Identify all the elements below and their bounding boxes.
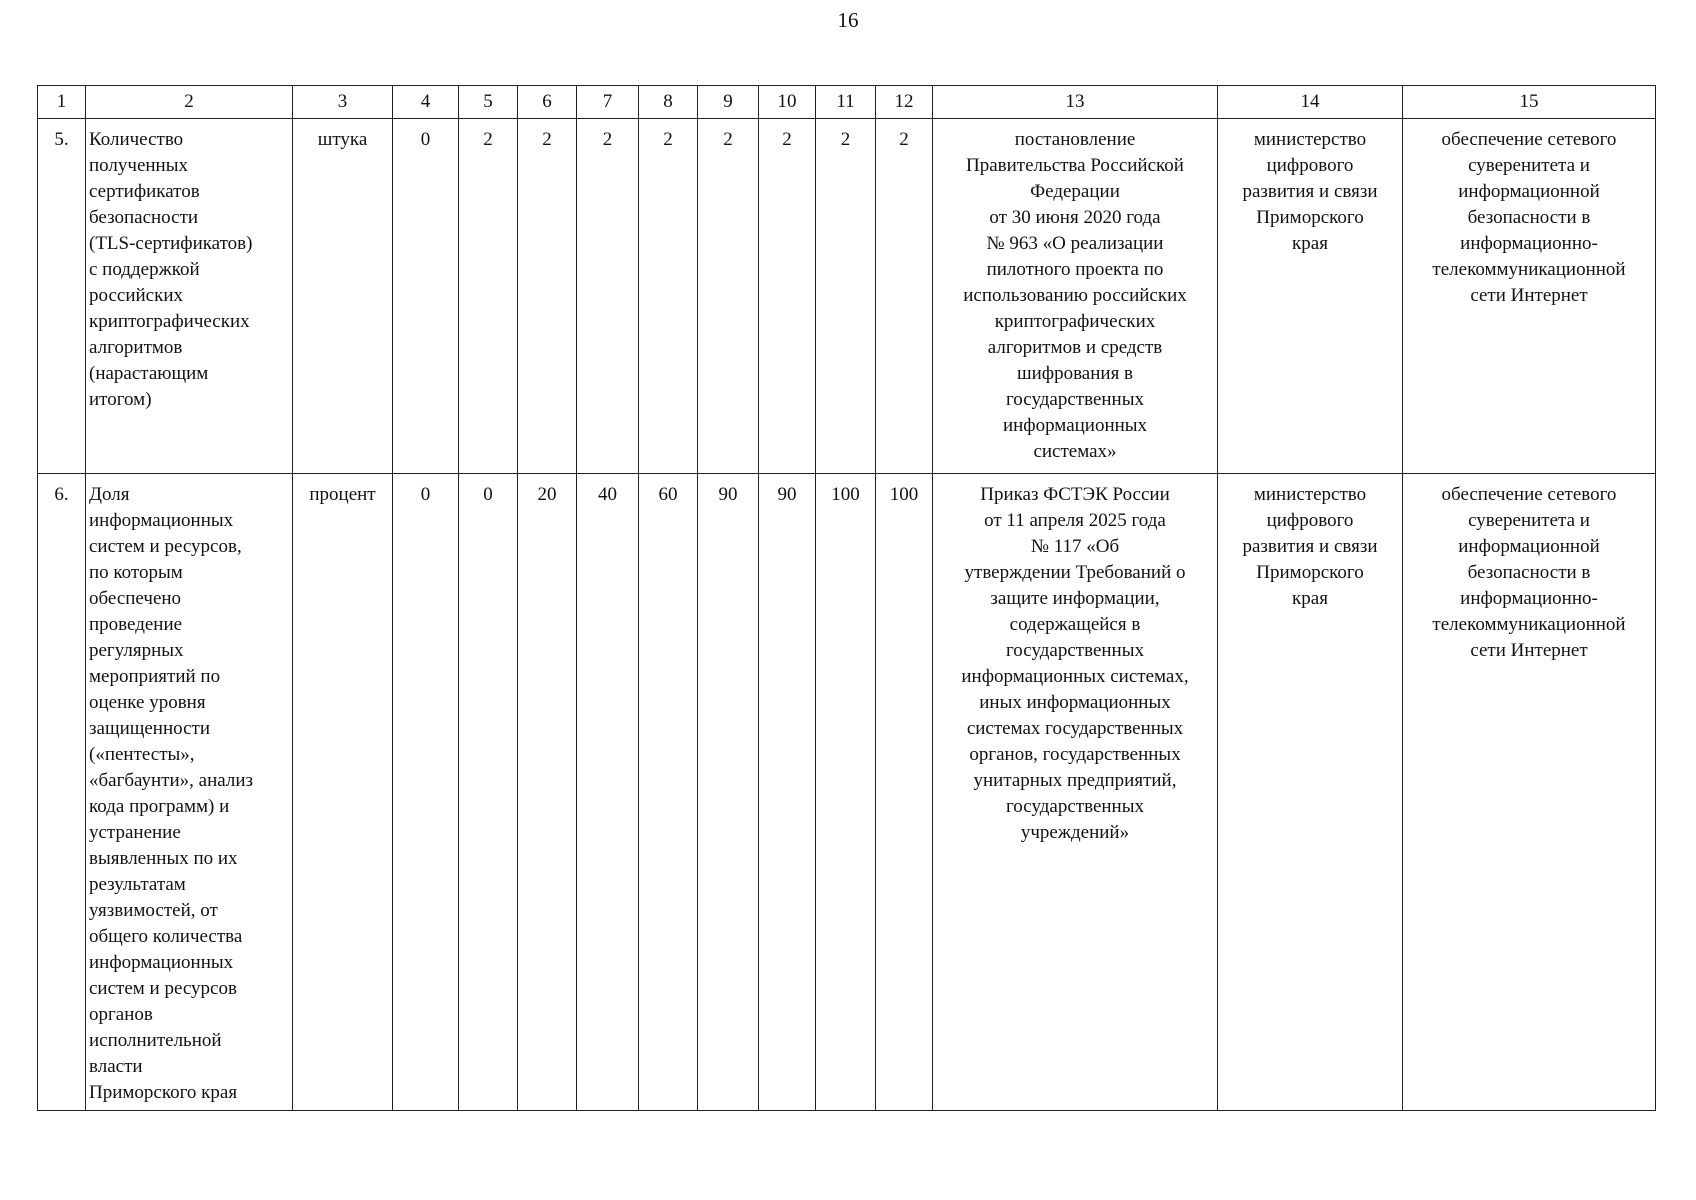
link-cell: обеспечение сетевого суверенитета и информационной безопасности в информационно- телекоммуникационной сети Интернет (1403, 119, 1656, 474)
responsible-cell: министерство цифрового развития и связи Приморского края (1218, 474, 1403, 1111)
value-cell: 0 (459, 474, 518, 1111)
header-cell: 10 (759, 86, 816, 119)
header-cell: 12 (876, 86, 933, 119)
value-cell: 0 (393, 474, 459, 1111)
value-cell: 2 (459, 119, 518, 474)
header-cell: 1 (38, 86, 86, 119)
indicators-table (37, 85, 1656, 1111)
value-cell: 2 (698, 119, 759, 474)
header-cell: 2 (86, 86, 293, 119)
header-cell: 14 (1218, 86, 1403, 119)
table-row (38, 474, 1656, 1111)
value-cell: 2 (759, 119, 816, 474)
header-cell: 9 (698, 86, 759, 119)
value-cell: 100 (816, 474, 876, 1111)
header-cell: 8 (639, 86, 698, 119)
header-cell: 3 (293, 86, 393, 119)
header-cell: 15 (1403, 86, 1656, 119)
row-number: 6. (38, 474, 86, 1111)
header-cell: 13 (933, 86, 1218, 119)
value-cell: 90 (698, 474, 759, 1111)
table-row (38, 119, 1656, 474)
header-cell: 11 (816, 86, 876, 119)
responsible-cell: министерство цифрового развития и связи Приморского края (1218, 119, 1403, 474)
value-cell: 100 (876, 474, 933, 1111)
header-cell: 4 (393, 86, 459, 119)
page-number: 16 (837, 8, 859, 32)
indicator-name: Количество полученных сертификатов безопасности (TLS-сертификатов) с поддержкой российских криптографических алгоритмов (нарастающим итогом) (86, 119, 293, 474)
value-cell: 0 (393, 119, 459, 474)
value-cell: 60 (639, 474, 698, 1111)
value-cell: 2 (639, 119, 698, 474)
table-header-row (38, 86, 1656, 119)
header-cell: 6 (518, 86, 577, 119)
row-number: 5. (38, 119, 86, 474)
value-cell: 20 (518, 474, 577, 1111)
header-cell: 7 (577, 86, 639, 119)
unit-cell: штука (293, 119, 393, 474)
value-cell: 2 (876, 119, 933, 474)
document-cell: постановление Правительства Российской Федерации от 30 июня 2020 года № 963 «О реализации пилотного проекта по использованию российских криптографических алгоритмов и средств шифрования в государственных информационных системах» (933, 119, 1218, 474)
document-cell: Приказ ФСТЭК России от 11 апреля 2025 года № 117 «Об утверждении Требований о защите информации, содержащейся в государственных информационных системах, иных информационных системах государственных органов, государственных унитарных предприятий, государственных учреждений» (933, 474, 1218, 1111)
indicator-name: Доля информационных систем и ресурсов, по которым обеспечено проведение регулярных мероприятий по оценке уровня защищенности («пентесты», «багбаунти», анализ кода программ) и устранение выявленных по их результатам уязвимостей, от общего количества информационных систем и ресурсов органов исполнительной власти Приморского края (86, 474, 293, 1111)
header-cell: 5 (459, 86, 518, 119)
unit-cell: процент (293, 474, 393, 1111)
value-cell: 2 (577, 119, 639, 474)
value-cell: 90 (759, 474, 816, 1111)
link-cell: обеспечение сетевого суверенитета и информационной безопасности в информационно- телекоммуникационной сети Интернет (1403, 474, 1656, 1111)
value-cell: 40 (577, 474, 639, 1111)
value-cell: 2 (518, 119, 577, 474)
value-cell: 2 (816, 119, 876, 474)
